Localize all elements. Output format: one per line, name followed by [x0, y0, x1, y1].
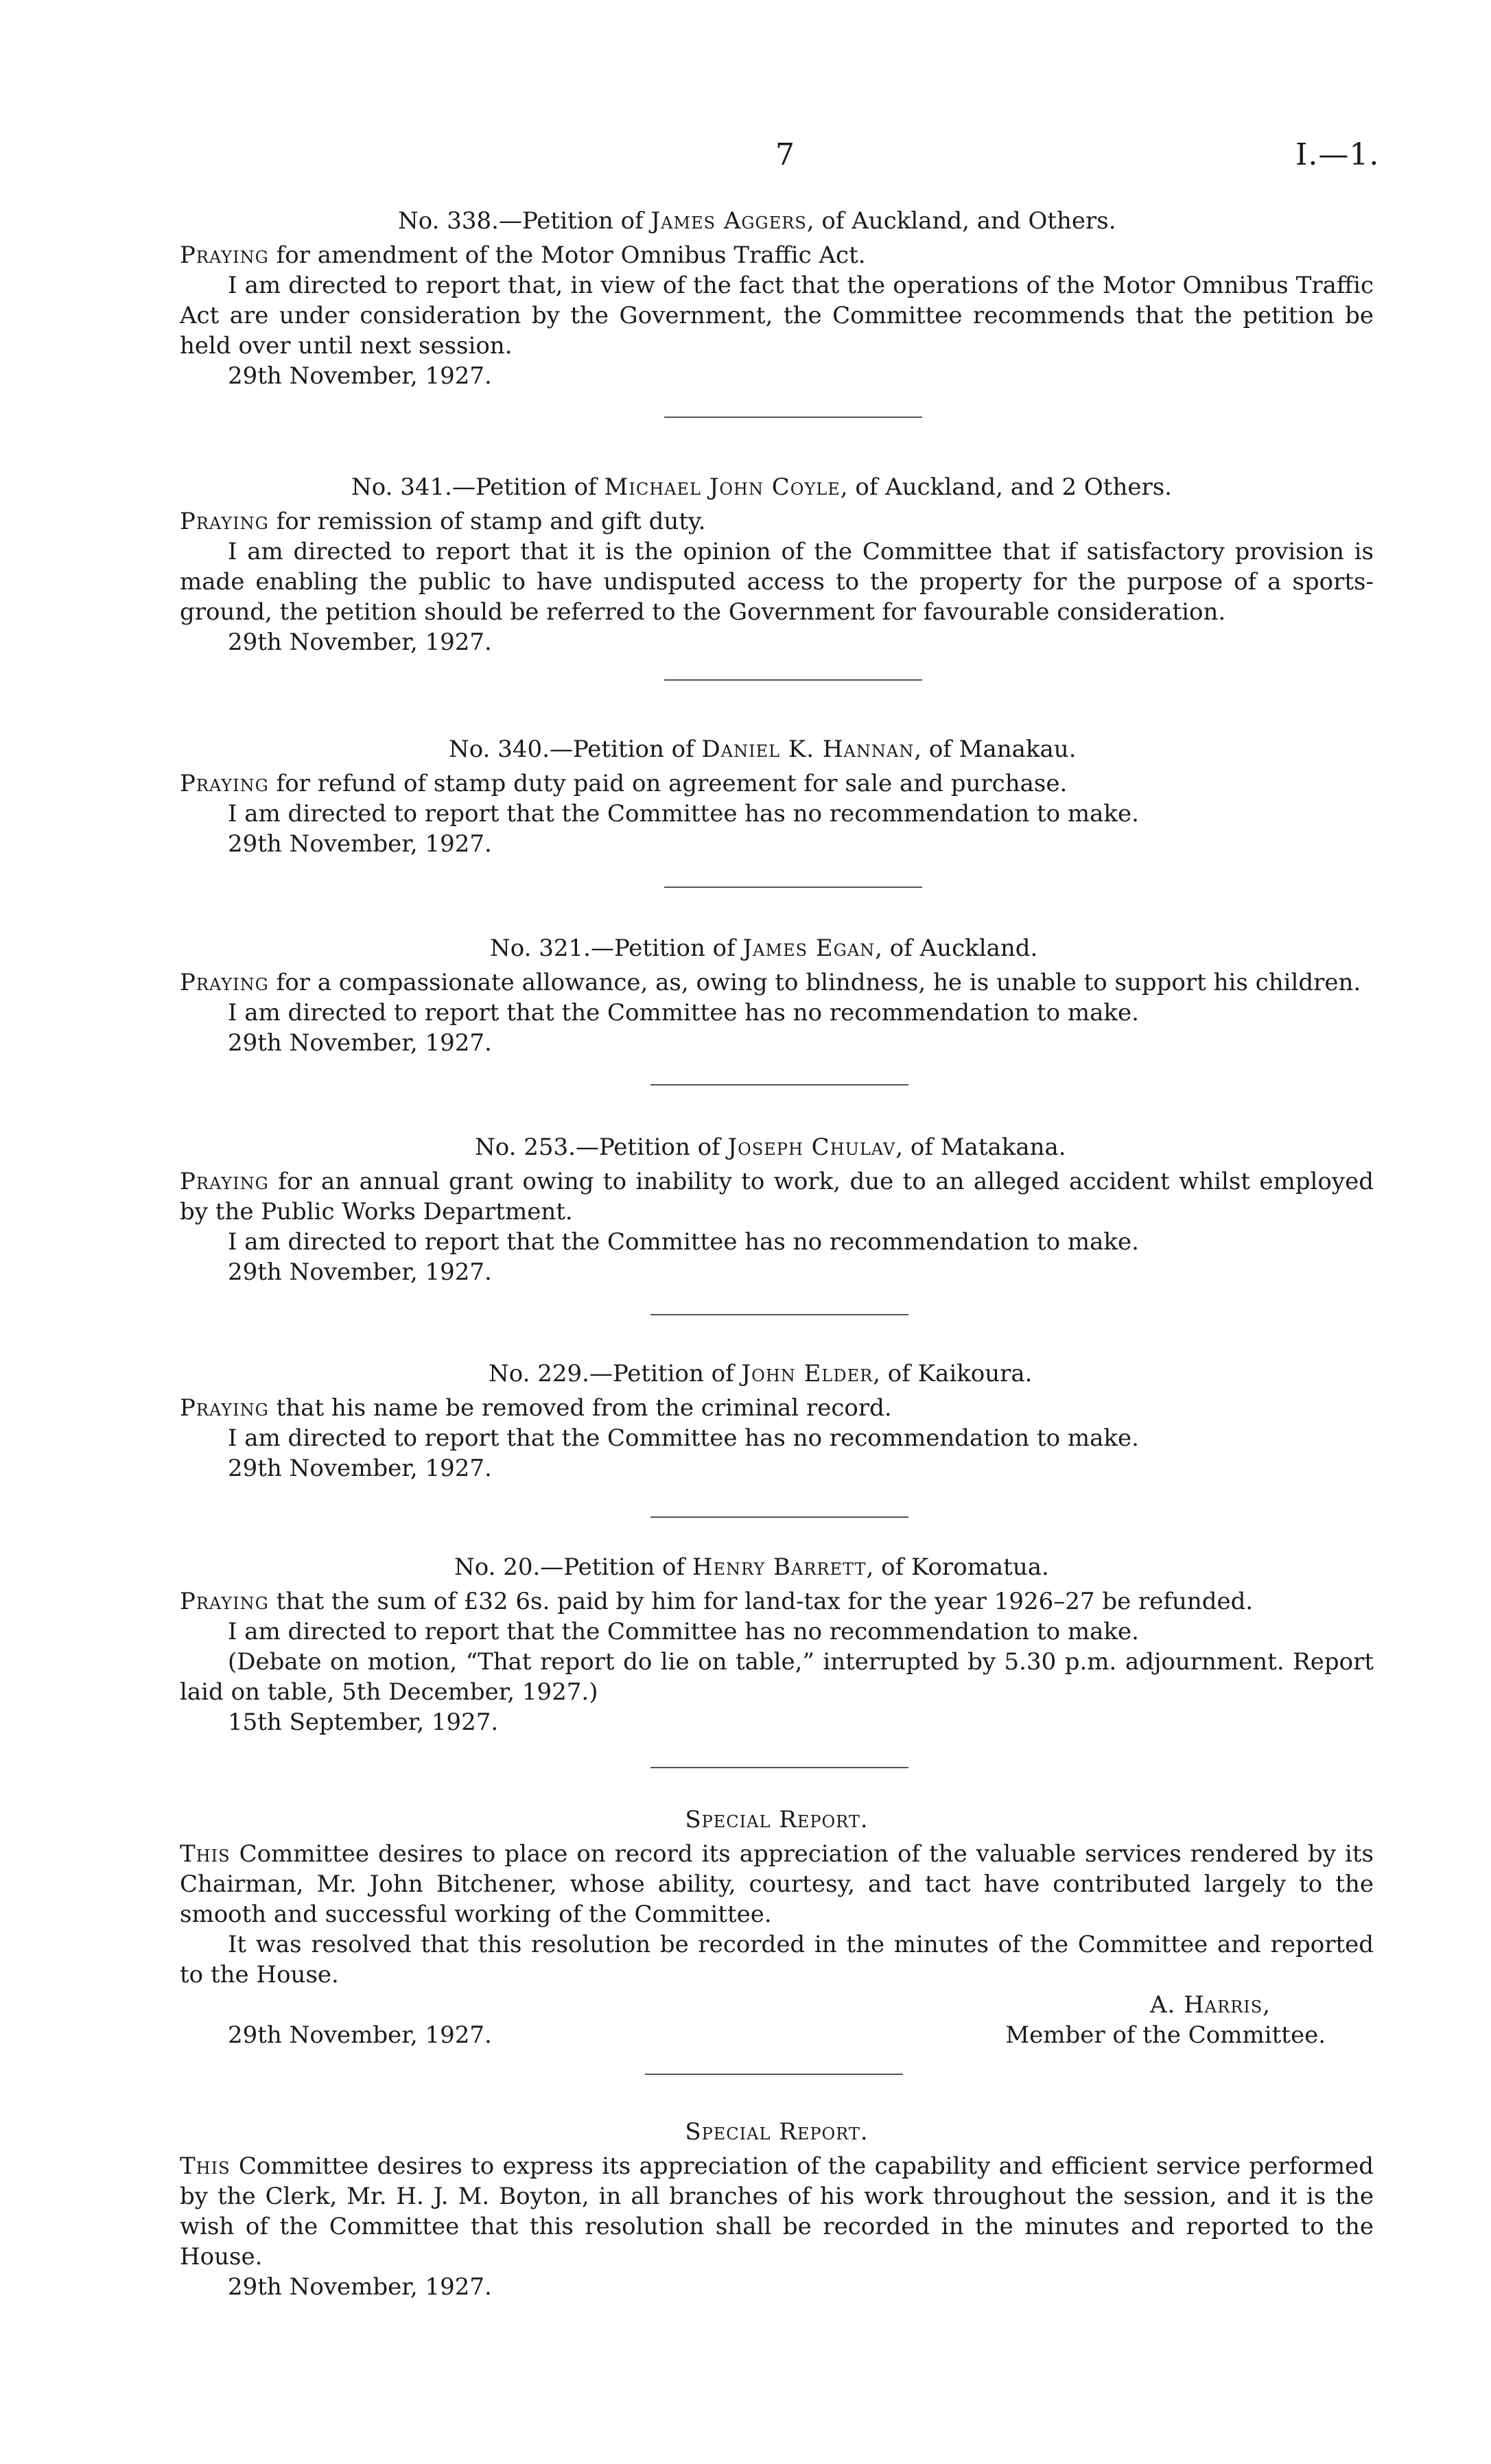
section-divider	[645, 2074, 903, 2075]
report-date: 29th November, 1927.	[228, 2021, 492, 2049]
signatory-name: A. Harris,	[1149, 1991, 1271, 2019]
special-report-title: Special Report.	[685, 1806, 869, 1833]
section-divider	[664, 887, 922, 888]
praying-text: Praying for a compassionate allowance, as, owing to blindness, he is unable to support his children.	[180, 969, 1361, 996]
petition-heading: No. 229.—Petition of John Elder, of Kaikoura.	[489, 1360, 1033, 1387]
report-text: I am directed to report that the Committee has no recommendation to make.	[228, 800, 1139, 828]
report-date: 29th November, 1927.	[228, 1029, 492, 1057]
signatory-title: Member of the Committee.	[1005, 2021, 1326, 2049]
report-date: 29th November, 1927.	[228, 362, 492, 390]
petition-229	[180, 1359, 1374, 1483]
report-date: 29th November, 1927.	[228, 629, 492, 656]
report-text: I am directed to report that the Committee has no recommendation to make.	[228, 1228, 1139, 1256]
report-text: I am directed to report that, in view of the fact that the operations of the Motor Omnibus Traffic Act are under consideration by the Government, the Committee recommends that the petition be held over until next session.	[180, 272, 1374, 360]
report-text: I am directed to report that the Committee has no recommendation to make.	[228, 999, 1139, 1026]
petition-253	[180, 1132, 1374, 1287]
report-text: I am directed to report that the Committee has no recommendation to make.	[228, 1424, 1139, 1452]
section-divider	[664, 416, 922, 418]
petitioner-name: John Elder	[741, 1360, 873, 1387]
report-date: 29th November, 1927.	[228, 1455, 492, 1482]
praying-text: Praying that the sum of £32 6s. paid by him for land-tax for the year 1926–27 be refunded.	[180, 1588, 1254, 1615]
petitioner-name: Daniel K. Hannan	[701, 736, 915, 763]
page-reference: I.—1.	[1295, 137, 1380, 172]
signature-block	[180, 1990, 1374, 2053]
petition-heading: No. 340.—Petition of Daniel K. Hannan, of Manakau.	[449, 736, 1077, 763]
petition-321	[180, 933, 1374, 1058]
report-text: I am directed to report that the Committee has no recommendation to make.	[228, 1618, 1139, 1645]
petition-heading: No. 321.—Petition of James Egan, of Auckland.	[490, 935, 1038, 962]
report-date: 29th November, 1927.	[228, 2273, 492, 2301]
section-divider	[664, 679, 922, 681]
praying-text: Praying for amendment of the Motor Omnibus Traffic Act.	[180, 242, 866, 269]
petitioner-name: Henry Barrett	[692, 1553, 867, 1581]
section-divider	[650, 1516, 908, 1518]
section-divider	[650, 1084, 908, 1086]
special-report-chairman	[180, 1805, 1374, 2053]
debate-note: (Debate on motion, “That report do lie on table,” interrupted by 5.30 p.m. adjournment. Report laid on table, 5th December, 1927.)	[180, 1648, 1374, 1706]
petition-340	[180, 734, 1374, 859]
petition-341	[180, 472, 1374, 657]
report-text: I am directed to report that it is the opinion of the Committee that if satisfactory provision is made enabling the public to have undisputed access to the property for the purpose of a sports-ground, the petition should be referred to the Government for favourable consideration.	[180, 538, 1374, 626]
petitioner-name: James Egan	[742, 935, 876, 962]
section-divider	[650, 1767, 908, 1768]
report-date: 15th September, 1927.	[228, 1709, 499, 1736]
special-report-body: This Committee desires to express its appreciation of the capability and efficient service performed by the Clerk, Mr. H. J. M. Boyton, in all branches of his work throughout the session, and it is the wish of the Committee that this resolution shall be recorded in the minutes and reported to the House.	[180, 2152, 1374, 2271]
petition-heading: No. 338.—Petition of James Aggers, of Auckland, and Others.	[398, 207, 1116, 235]
special-report-clerk	[180, 2117, 1374, 2302]
special-report-title: Special Report.	[685, 2118, 869, 2146]
petitioner-name: James Aggers	[650, 207, 807, 235]
petition-heading: No. 341.—Petition of Michael John Coyle, of Auckland, and 2 Others.	[351, 473, 1172, 501]
special-report-body: This Committee desires to place on record its appreciation of the valuable services rendered by its Chairman, Mr. John Bitchener, whose ability, courtesy, and tact have contributed largely to the smooth and successful working of the Committee.	[180, 1840, 1374, 1928]
praying-text: Praying for remission of stamp and gift duty.	[180, 508, 706, 535]
petitioner-name: Michael John Coyle	[604, 473, 841, 501]
petitioner-name: Joseph Chulav	[727, 1134, 896, 1161]
praying-text: Praying that his name be removed from the criminal record.	[180, 1394, 892, 1422]
report-date: 29th November, 1927.	[228, 830, 492, 858]
petition-heading: No. 20.—Petition of Henry Barrett, of Koromatua.	[454, 1553, 1049, 1581]
petition-heading: No. 253.—Petition of Joseph Chulav, of Matakana.	[475, 1134, 1066, 1161]
petition-20	[180, 1552, 1374, 1737]
petition-338	[180, 206, 1374, 391]
praying-text: Praying for an annual grant owing to inability to work, due to an alleged accident whilst employed by the Public Works Department.	[180, 1168, 1374, 1225]
report-date: 29th November, 1927.	[228, 1258, 492, 1286]
section-divider	[650, 1314, 908, 1315]
special-report-resolution: It was resolved that this resolution be recorded in the minutes of the Committee and reported to the House.	[180, 1931, 1374, 1988]
praying-text: Praying for refund of stamp duty paid on agreement for sale and purchase.	[180, 770, 1068, 797]
page-number: 7	[775, 137, 795, 172]
